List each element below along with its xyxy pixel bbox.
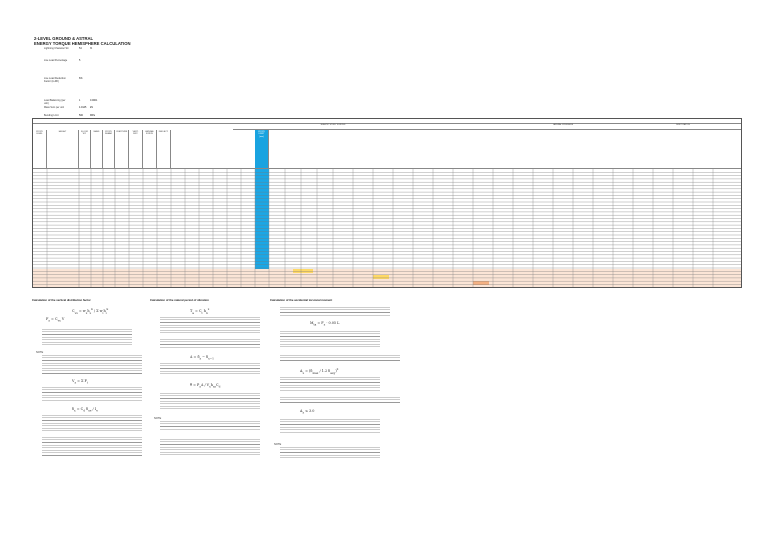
parameter-label: Load Balancing (per unit) (44, 99, 66, 105)
parameter-unit: % (90, 47, 93, 50)
equation: $A_x \le 3.0$ (300, 409, 315, 415)
parameter-label: Lightning Character Str. (44, 47, 70, 50)
note-text (280, 355, 400, 363)
parameter-value[interactable]: 500 (79, 114, 83, 117)
note-text (160, 339, 260, 349)
notes-heading: Calculation of the vertical distribution factor (32, 298, 91, 302)
notes-heading: Calculation of the natural period of vibration (150, 298, 209, 302)
parameter-value[interactable]: 6% (79, 77, 83, 80)
column-header[interactable]: LATERAL FORCE (143, 130, 157, 168)
title-line-2: ENERGY TORQUE HEMISPHERE CALCULATION (34, 41, 131, 46)
note-text (42, 355, 142, 375)
parameter-value[interactable]: 4.0145 (79, 106, 87, 109)
group-header: ELASTIC STORY FORCES (320, 124, 346, 126)
parameter-label: Live Load Reduction Factor (LLRF) (44, 77, 66, 83)
equation: $\theta = P_x\Delta / V_xh_{sx}C_d$ (190, 383, 221, 389)
sheet-title (34, 36, 131, 46)
parameter-label: Mass Sum per unit (44, 106, 64, 109)
story-drift-header[interactable]: STORY DRIFT (mm) (255, 130, 269, 168)
column-header[interactable]: VERT. DIST. (129, 130, 143, 168)
equation: $M_{ta} = F_x \cdot 0.05$ L (310, 321, 340, 327)
note-text (160, 393, 260, 409)
notes-section (32, 299, 742, 509)
notes-column-3 (270, 299, 500, 509)
equation: $T_a = C_t$ $h_n^x$ (190, 307, 210, 315)
parameter-label: Bending Limit (44, 114, 59, 117)
parameter-value[interactable]: 1 (79, 99, 81, 102)
note-text (42, 329, 132, 345)
column-header[interactable]: STORY SHEAR (103, 130, 115, 168)
equation: $C_{vx} = w_xh_x^k / \Sigma$ $w_ih_i^k$ (72, 307, 109, 315)
column-header[interactable]: STORY LEVEL (33, 130, 47, 168)
column-header[interactable]: FLOOR WT. (79, 130, 91, 168)
note-text (280, 377, 380, 391)
parameter-unit: kN (90, 106, 93, 109)
group-header: LATERAL STIFFNESS (552, 124, 574, 126)
equation: $\delta_x = C_d$ $\delta_{xe} / I_e$ (72, 407, 98, 413)
note-text (42, 415, 142, 431)
parameter-unit: 0.0001 (90, 99, 98, 102)
note-label: NOTE (36, 351, 44, 354)
column-header[interactable]: MASS (91, 130, 103, 168)
equation: $A_x = (\delta_{max} / 1.2$ $\delta_{avg})^2$ (300, 367, 339, 375)
note-text (160, 439, 260, 457)
equation: $\Delta = \delta_x - \delta_{x-1}$ (190, 355, 214, 361)
note-text (160, 363, 260, 375)
table-header (33, 119, 741, 169)
calculation-table (32, 118, 742, 288)
parameter-value[interactable]: 5 (79, 59, 81, 62)
note-label: NOTE (154, 417, 162, 420)
column-header[interactable]: OVERTURN (115, 130, 129, 168)
title-line-1: 2-LEVEL GROUND & ASTRAL (34, 36, 94, 41)
grid-lines (33, 169, 741, 287)
note-text (280, 331, 380, 349)
group-header: DRIFT RATIOS (676, 124, 690, 126)
header-rule (233, 129, 741, 130)
note-text (160, 421, 260, 431)
parameter-value[interactable]: 54 (79, 47, 82, 50)
table-body (33, 169, 741, 287)
column-header[interactable]: DEFLECT. (157, 130, 171, 168)
note-text (42, 437, 142, 457)
note-text (160, 317, 260, 333)
note-label: NOTE (274, 443, 282, 446)
note-text (280, 419, 380, 433)
equation: $V_x = \Sigma$ $F_i$ (72, 379, 88, 385)
note-text (280, 447, 380, 459)
notes-heading: Calculation of the accidental torsional moment (270, 298, 333, 302)
parameter-label: Live Load Percentage (44, 59, 68, 62)
parameter-unit: MPa (90, 114, 95, 117)
note-text (280, 397, 400, 405)
equation: $F_x = C_{vx}$ V (46, 317, 65, 323)
note-text (42, 387, 142, 401)
note-text (280, 307, 390, 317)
column-header[interactable]: HEIGHT (47, 130, 79, 168)
